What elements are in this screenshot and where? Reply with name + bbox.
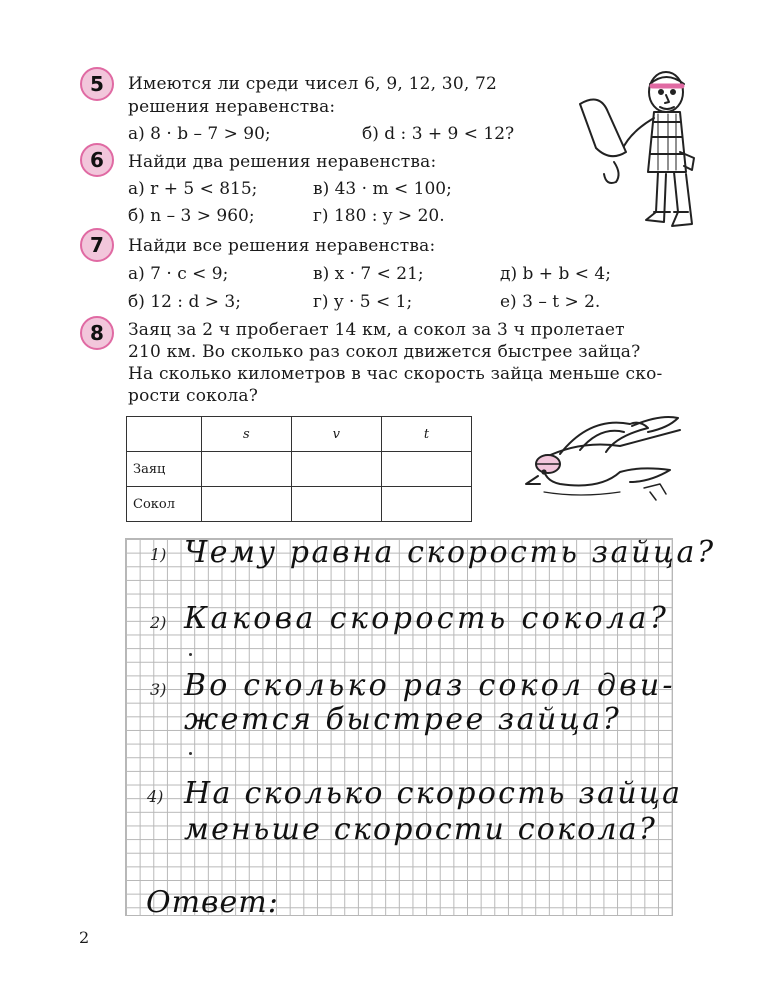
task6-item-g: г) 180 : y > 20. (313, 206, 445, 226)
task7-item-a: а) 7 · c < 9; (128, 264, 229, 284)
table-header-cell (127, 417, 202, 452)
hand-question-4-line1: На сколько скорость зайца (184, 776, 683, 811)
hand-number-1: 1) (150, 545, 167, 564)
hand-question-4-line2: меньше скорости сокола? (184, 812, 658, 847)
task7-question: Найди все решения неравенства: (128, 236, 436, 256)
hand-number-3: 3) (150, 680, 167, 699)
task6-item-b: б) n – 3 > 960; (128, 206, 255, 226)
task5-question-line2: решения неравенства: (128, 97, 336, 117)
task6-question: Найди два решения неравенства: (128, 152, 437, 172)
task7-item-b: б) 12 : d > 3; (128, 292, 241, 312)
cartoon-falcon-icon (520, 410, 688, 508)
hand-question-3-line2: жется быстрее зайца? (184, 702, 622, 737)
task6-item-a: а) r + 5 < 815; (128, 179, 258, 199)
task-number-8: 8 (80, 316, 114, 350)
table-row (127, 452, 472, 487)
task5-question-line1: Имеются ли среди чисел 6, 9, 12, 30, 72 (128, 74, 498, 94)
table-header-cell: s (201, 417, 291, 452)
table-header-cell: t (381, 417, 471, 452)
task5-item-a: а) 8 · b – 7 > 90; (128, 124, 271, 144)
task7-item-v: в) x · 7 < 21; (313, 264, 424, 284)
hand-number-2: 2) (150, 613, 167, 632)
page-number: 2 (79, 928, 90, 947)
data-table (126, 416, 472, 522)
table-cell[interactable] (201, 487, 291, 522)
task7-item-d: д) b + b < 4; (500, 264, 611, 284)
table-row-label: Сокол (127, 487, 202, 522)
task-number-6: 6 (80, 143, 114, 177)
cartoon-boy-icon (570, 62, 710, 240)
task8-text-line4: рости сокола? (128, 386, 259, 406)
hand-number-4: 4) (147, 787, 164, 806)
table-cell[interactable] (291, 487, 381, 522)
task8-text-line3: На сколько километров в час скорость зайца меньше ско- (128, 364, 663, 384)
table-cell[interactable] (201, 452, 291, 487)
hand-answer-label: Ответ: (146, 885, 279, 920)
task7-item-g: г) y · 5 < 1; (313, 292, 413, 312)
task-number-5: 5 (80, 67, 114, 101)
table-header-cell: v (291, 417, 381, 452)
task8-text-line2: 210 км. Во сколько раз сокол движется быстрее зайца? (128, 342, 641, 362)
pen-dot (189, 653, 192, 656)
table-header-row (127, 417, 472, 452)
hand-question-3-line1: Во сколько раз сокол дви- (184, 668, 676, 703)
table-cell[interactable] (291, 452, 381, 487)
table-cell[interactable] (381, 452, 471, 487)
hand-question-1: Чему равна скорость зайца? (184, 535, 716, 570)
table-row-label: Заяц (127, 452, 202, 487)
pen-dot (189, 752, 192, 755)
task7-item-e: е) 3 – t > 2. (500, 292, 601, 312)
table-row (127, 487, 472, 522)
task8-text-line1: Заяц за 2 ч пробегает 14 км, а сокол за 3 ч пролетает (128, 320, 625, 340)
table-cell[interactable] (381, 487, 471, 522)
task5-item-b: б) d : 3 + 9 < 12? (362, 124, 515, 144)
task6-item-v: в) 43 · m < 100; (313, 179, 452, 199)
task-number-7: 7 (80, 228, 114, 262)
hand-question-2: Какова скорость сокола? (184, 601, 670, 636)
